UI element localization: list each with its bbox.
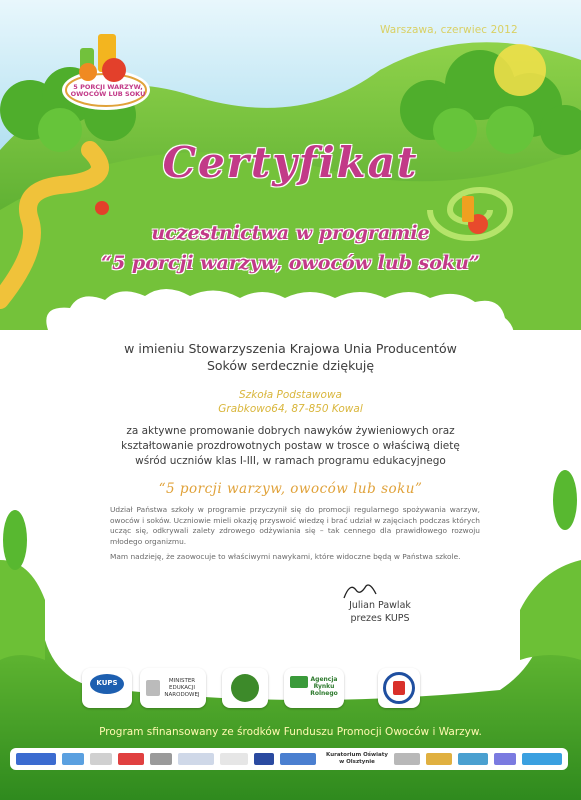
signature-icon <box>340 580 380 602</box>
sponsor-logo <box>458 753 488 765</box>
program-logo-text: 5 PORCJI WARZYW, OWOCÓW LUB SOKU <box>70 83 146 98</box>
details-paragraph: Udział Państwa szkoły w programie przyczynił się do promocji regularnego spożywania warzyw, owoców i soków. Uczniowie mieli okazję przyswoić wiedzę i brać udział w zajęciach podczas których ucząc się, odkrywali zalety zdrowego odżywiania się – tak cennego dla prawidłowego rozwoju młodego organizmu. <box>110 505 480 546</box>
sponsor-logo <box>254 753 274 765</box>
kups-logo-text: KUPS <box>96 679 118 687</box>
arr-logo <box>284 668 344 708</box>
sponsor-logo <box>16 753 56 765</box>
sponsor-strip <box>10 748 568 770</box>
men-logo <box>140 668 206 708</box>
signer-title: prezes KUPS <box>350 613 410 624</box>
thanks-paragraph: za aktywne promowanie dobrych nawyków żywieniowych oraz kształtowanie prozdrowotnych postaw w trosce o właściwą dietę wśród uczniów klas I-III, w ramach programu edukacyjnego <box>121 425 460 467</box>
sponsor-logo <box>118 753 144 765</box>
certificate-title: Certyfikat <box>162 138 419 187</box>
sponsor-logo <box>220 753 248 765</box>
arr-logo-text: Agencja Rynku Rolnego <box>310 676 338 697</box>
sponsor-logo <box>522 753 562 765</box>
sponsor-logo <box>494 753 516 765</box>
kuratorium-label: Kuratorium Oświaty w Olsztynie <box>326 752 388 765</box>
sponsor-logo <box>178 753 214 765</box>
issue-date: Warszawa, czerwiec 2012 <box>380 24 518 36</box>
school-name: Szkoła Podstawowa <box>239 389 342 401</box>
sponsor-logo <box>280 753 316 765</box>
signer-name: Julian Pawlak <box>349 600 411 611</box>
closing-paragraph: Mam nadzieję, że zaowocuje to właściwymi nawykami, które widoczne będą w Państwa szkole. <box>110 552 461 561</box>
sponsor-logo <box>394 753 420 765</box>
men-logo-text: MINISTER EDUKACJI NARODOWEJ <box>164 678 200 698</box>
sponsor-logo <box>150 753 172 765</box>
ministry-agriculture-logo <box>222 668 268 708</box>
certificate-subtitle-1: uczestnictwa w programie <box>151 222 430 244</box>
seal-logo <box>378 668 420 708</box>
org-line-1: w imieniu Stowarzyszenia Krajowa Unia Producentów <box>124 341 457 356</box>
sponsor-logo <box>62 753 84 765</box>
program-logo-icon <box>58 28 158 116</box>
certificate-subtitle-2: “5 porcji warzyw, owoców lub soku” <box>101 252 480 274</box>
kups-logo <box>82 668 132 708</box>
program-logo <box>58 28 158 116</box>
sponsor-logo <box>426 753 452 765</box>
org-line-2: Soków serdecznie dziękuję <box>206 358 375 373</box>
school-address: Grabkowo64, 87-850 Kowal <box>218 403 363 415</box>
funding-note: Program sfinansowany ze środków Funduszu Promocji Owoców i Warzyw. <box>99 726 482 738</box>
program-slogan: “5 porcji warzyw, owoców lub soku” <box>158 481 423 497</box>
sponsor-logo <box>90 753 112 765</box>
